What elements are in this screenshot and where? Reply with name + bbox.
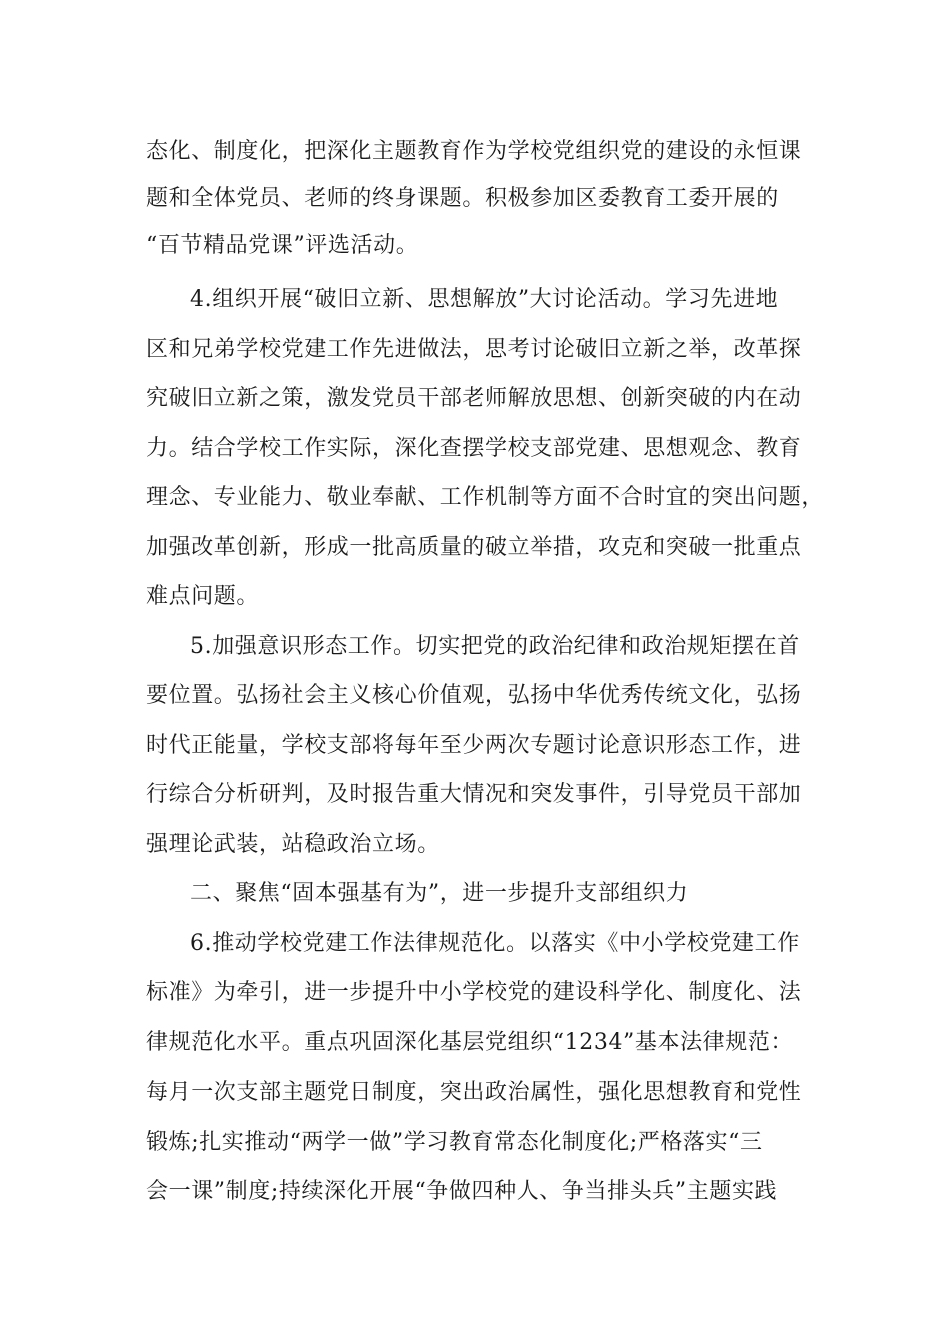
text-line: 理念、专业能力、敬业奉献、工作机制等方面不合时宜的突出问题， (146, 485, 825, 510)
text-line: 区和兄弟学校党建工作先进做法，思考讨论破旧立新之举，改革探 (146, 337, 802, 362)
text-line: 力。结合学校工作实际，深化查摆学校支部党建、思想观念、教育 (146, 436, 802, 461)
text-line: 每月一次支部主题党日制度，突出政治属性，强化思想教育和党性 (146, 1080, 802, 1105)
paragraph-start-line: 4.组织开展“破旧立新、思想解放”大讨论活动。学习先进地 (190, 287, 779, 312)
text-line: 态化、制度化，把深化主题教育作为学校党组织党的建设的永恒课 (146, 139, 802, 164)
text-line: 题和全体党员、老师的终身课题。积极参加区委教育工委开展的 (146, 186, 779, 211)
text-line: 时代正能量，学校支部将每年至少两次专题讨论意识形态工作，进 (146, 733, 802, 758)
text-line: 锻炼;扎实推动“两学一做”学习教育常态化制度化;严格落实“三 (146, 1130, 763, 1155)
text-line: 究破旧立新之策，激发党员干部老师解放思想、创新突破的内在动 (146, 386, 802, 411)
text-line: 行综合分析研判，及时报告重大情况和突发事件，引导党员干部加 (146, 782, 802, 807)
paragraph-start-line: 5.加强意识形态工作。切实把党的政治纪律和政治规矩摆在首 (190, 634, 800, 659)
text-line: 标准》为牵引，进一步提升中小学校党的建设科学化、制度化、法 (146, 980, 802, 1005)
text-line: “百节精品党课”评选活动。 (146, 233, 419, 258)
text-line: 律规范化水平。重点巩固深化基层党组织“1234”基本法律规范： (146, 1030, 794, 1055)
text-line: 难点问题。 (146, 584, 260, 609)
text-line: 会一课”制度;持续深化开展“争做四种人、争当排头兵”主题实践 (146, 1179, 778, 1204)
section-heading: 二、聚焦“固本强基有为”，进一步提升支部组织力 (190, 881, 689, 906)
text-line: 要位置。弘扬社会主义核心价值观，弘扬中华优秀传统文化，弘扬 (146, 683, 802, 708)
paragraph-start-line: 6.推动学校党建工作法律规范化。以落实《中小学校党建工作 (190, 931, 800, 956)
text-line: 加强改革创新，形成一批高质量的破立举措，攻克和突破一批重点 (146, 535, 802, 560)
text-line: 强理论武装，站稳政治立场。 (146, 832, 440, 857)
